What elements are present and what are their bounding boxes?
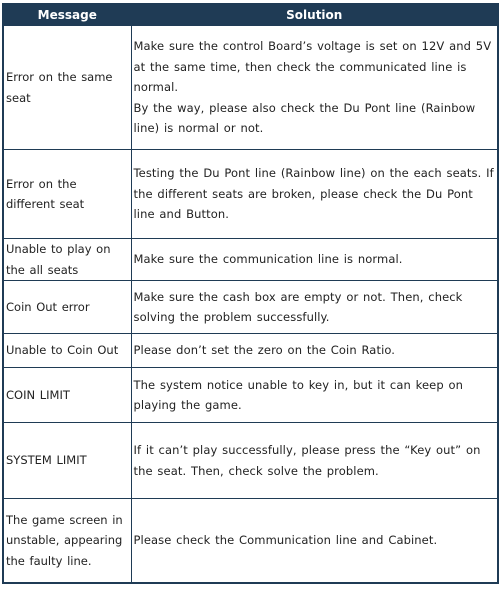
message-cell: COIN LIMIT (3, 368, 131, 423)
solution-cell (131, 423, 498, 499)
message-cell: SYSTEM LIMIT (3, 423, 131, 499)
solution-column-header: Solution (131, 4, 498, 26)
table-row (3, 26, 498, 150)
solution-text: Testing the Du Pont line (Rainbow line) on the each seats. If the different seats are broken, please check the Du Pont line and Button. (133, 166, 494, 222)
table-row (3, 334, 498, 368)
table-row (3, 150, 498, 239)
solution-text: If it can’t play successfully, please press the “Key out” on the seat. Then, check solve the problem. (133, 443, 481, 478)
message-cell: Error on the different seat (3, 150, 131, 239)
troubleshooting-table (2, 3, 499, 584)
table-row (3, 239, 498, 281)
solution-text: By the way, please also check the Du Pont line (Rainbow line) is normal or not. (133, 100, 476, 136)
solution-text: Make sure the control Board’s voltage is set on 12V and 5V at the same time, then check the communicated line is normal. (133, 39, 492, 95)
solution-text: Please don’t set the zero on the Coin Ratio. (133, 343, 396, 358)
solution-cell (131, 26, 498, 150)
message-cell: Error on the same seat (3, 26, 131, 150)
table-row (3, 281, 498, 334)
solution-cell (131, 334, 498, 368)
message-cell: Unable to Coin Out (3, 334, 131, 368)
solution-text: Please check the Communication line and Cabinet. (133, 533, 438, 547)
solution-text: Make sure the cash box are empty or not. Then, check solving the problem successfully. (133, 289, 463, 324)
solution-cell (131, 150, 498, 239)
solution-text: The system notice unable to key in, but it can keep on playing the game. (133, 377, 463, 412)
message-cell: Unable to play on the all seats (3, 239, 131, 281)
solution-text: Make sure the communication line is normal. (133, 252, 403, 267)
message-column-header: Message (3, 4, 131, 26)
table-row (3, 499, 498, 583)
solution-cell (131, 499, 498, 583)
table-row (3, 423, 498, 499)
message-cell: Coin Out error (3, 281, 131, 334)
table-header-row (3, 4, 498, 26)
message-cell: The game screen in unstable, appearing the faulty line. (3, 499, 131, 583)
solution-cell (131, 368, 498, 423)
table-row (3, 368, 498, 423)
solution-cell (131, 281, 498, 334)
solution-cell (131, 239, 498, 281)
